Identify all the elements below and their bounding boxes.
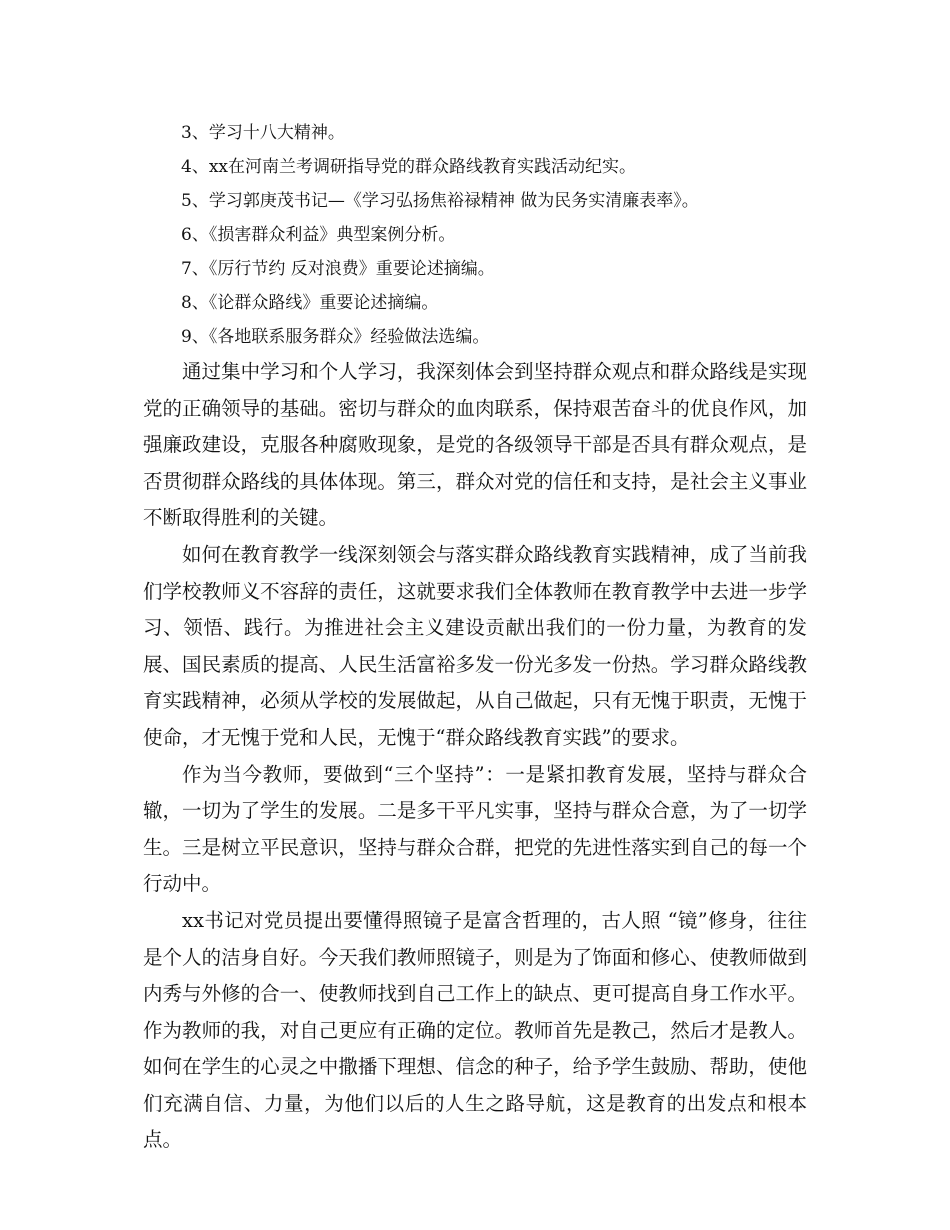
list-item: 4、xx在河南兰考调研指导党的群众路线教育实践活动纪实。 [181, 157, 636, 177]
document-body [143, 116, 807, 1159]
paragraph: 如何在教育教学一线深刻领会与落实群众路线教育实践精神，成了当前我们学校教师义不容辞的责任，这就要求我们全体教师在教育教学中去进一步学习、领悟、践行。为推进社会主义建设贡献出我们的一份力量，为教育的发展、国民素质的提高、人民生活富裕多发一份光多发一份热。学习群众路线教育实践精神，必须从学校的发展做起，从自己做起，只有无愧于职责，无愧于使命，才无愧于党和人民，无愧于“群众路线教育实践”的要求。 [143, 542, 807, 749]
list-item: 6、《损害群众利益》典型案例分析。 [181, 225, 456, 245]
list-item: 8、《论群众路线》重要论述摘编。 [181, 293, 439, 313]
list-item: 5、学习郭庚茂书记—《学习弘扬焦裕禄精神 做为民务实清廉表率》。 [181, 191, 699, 211]
list-item: 3、学习十八大精神。 [181, 123, 345, 143]
paragraph: 通过集中学习和个人学习，我深刻体会到坚持群众观点和群众路线是实现党的正确领导的基础。密切与群众的血肉联系，保持艰苦奋斗的优良作风，加强廉政建设，克服各种腐败现象，是党的各级领导干部是否具有群众观点，是否贯彻群众路线的具体体现。第三，群众对党的信任和支持，是社会主义事业不断取得胜利的关键。 [143, 360, 807, 530]
paragraph: 作为当今教师，要做到“三个坚持”：一是紧扣教育发展，坚持与群众合辙，一切为了学生的发展。二是多干平凡实事，坚持与群众合意，为了一切学生。三是树立平民意识，坚持与群众合群，把党的先进性落实到自己的每一个行动中。 [143, 762, 807, 896]
paragraph: xx书记对党员提出要懂得照镜子是富含哲理的，古人照 “镜”修身，往往是个人的洁身自好。今天我们教师照镜子，则是为了饰面和修心、使教师做到内秀与外修的合一、使教师找到自己工作上的缺点、更可提高自身工作水平。作为教师的我，对自己更应有正确的定位。教师首先是教己，然后才是教人。如何在学生的心灵之中撒播下理想、信念的种子，给予学生鼓励、帮助，使他们充满自信、力量，为他们以后的人生之路导航，这是教育的出发点和根本点。 [143, 908, 807, 1152]
list-item: 7、《厉行节约 反对浪费》重要论述摘编。 [181, 259, 495, 279]
list-item: 9、《各地联系服务群众》经验做法选编。 [181, 327, 490, 347]
